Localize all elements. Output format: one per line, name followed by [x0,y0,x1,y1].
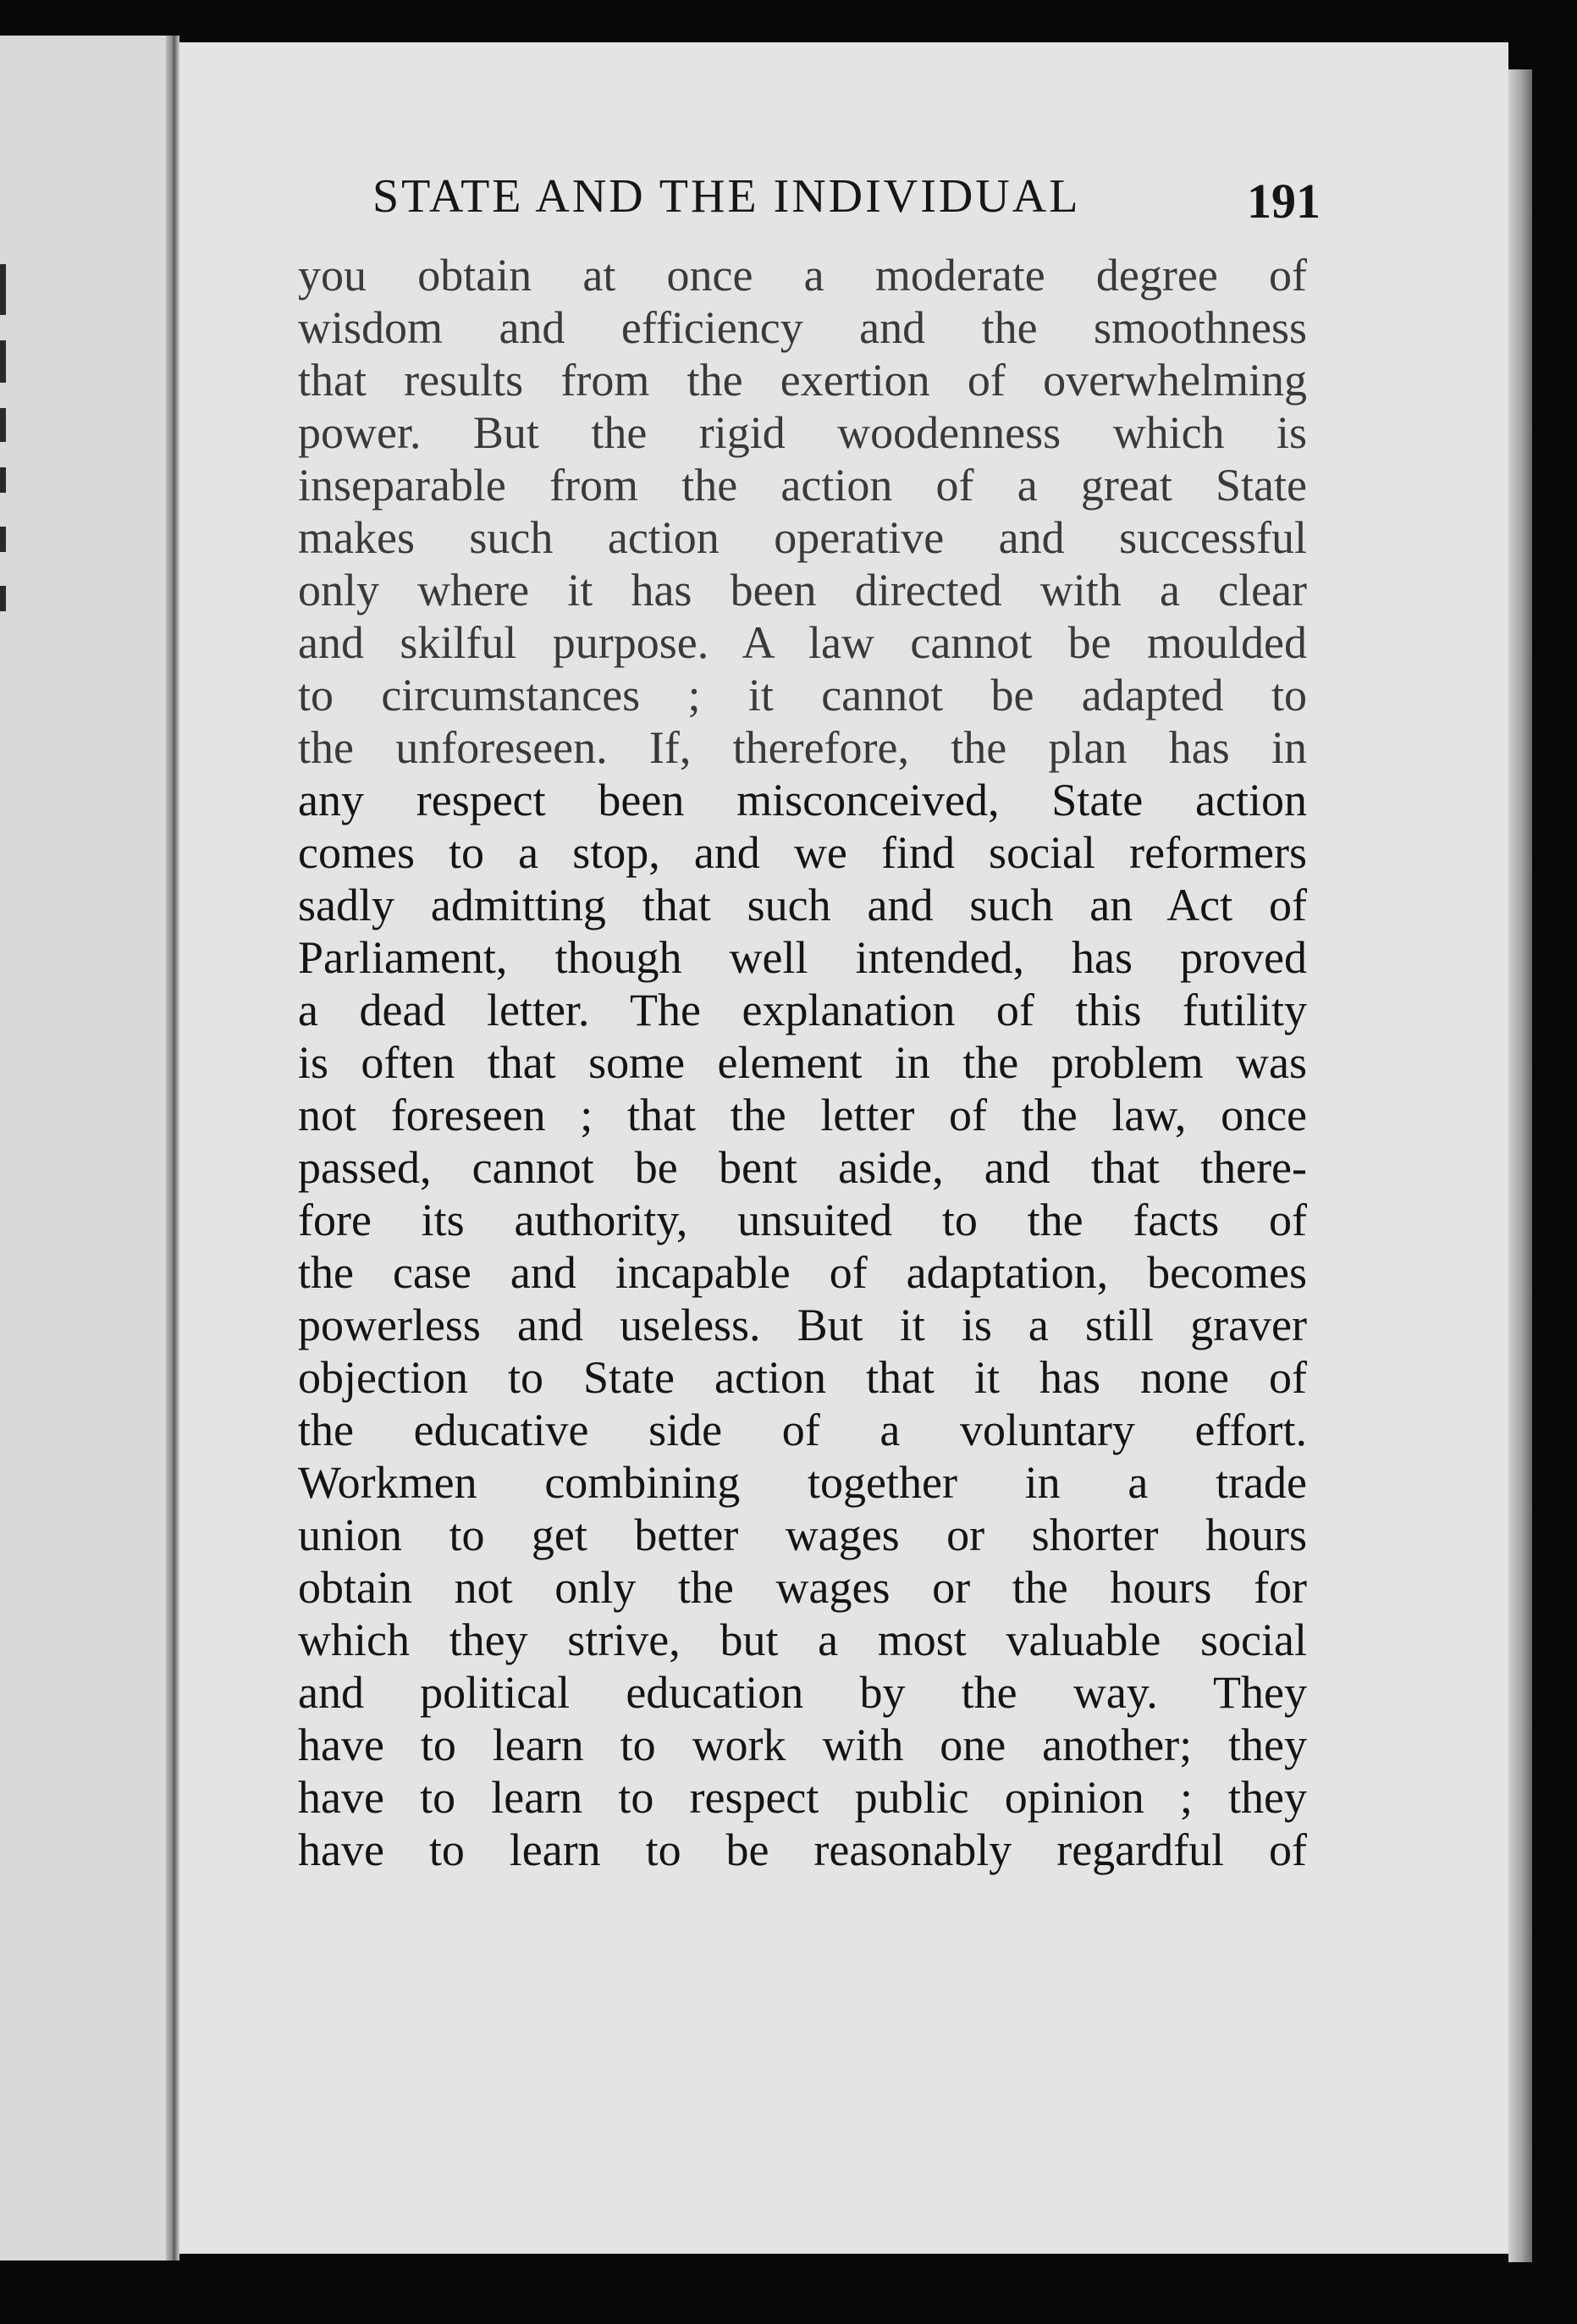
text-line: passed, cannot be bent aside, and that there- [298,1142,1307,1193]
text-line: obtain not only the wages or the hours for [298,1562,1307,1613]
text-line: comes to a stop, and we find social reformers [298,827,1307,878]
text-line: only where it has been directed with a clear [298,565,1307,616]
text-line: is often that some element in the problem was [298,1037,1307,1088]
book-gutter [166,36,179,2261]
previous-page-text-fragment [0,467,6,493]
text-line: makes such action operative and successful [298,512,1307,563]
text-line: wisdom and efficiency and the smoothness [298,302,1307,353]
running-head [372,169,1321,229]
previous-page-text-fragment [0,264,6,315]
text-line: objection to State action that it has none of [298,1352,1307,1403]
text-line: powerless and useless. But it is a still graver [298,1300,1307,1350]
previous-page-text-fragment [0,408,6,442]
previous-page-edge [0,36,179,2261]
text-line: the educative side of a voluntary effort. [298,1405,1307,1455]
text-line: power. But the rigid woodenness which is [298,407,1307,458]
text-line: to circumstances ; it cannot be adapted to [298,670,1307,720]
text-line: Workmen combining together in a trade [298,1457,1307,1508]
text-line: any respect been misconceived, State action [298,775,1307,825]
text-line: and skilful purpose. A law cannot be moulded [298,617,1307,668]
text-line: sadly admitting that such and such an Act of [298,880,1307,930]
text-line: that results from the exertion of overwhelming [298,355,1307,406]
text-line: Parliament, though well intended, has proved [298,932,1307,983]
text-line: have to learn to be reasonably regardful of [298,1824,1307,1875]
text-line: fore its authority, unsuited to the facts of [298,1195,1307,1245]
text-line: not foreseen ; that the letter of the law, once [298,1090,1307,1140]
text-line: a dead letter. The explanation of this futility [298,985,1307,1035]
text-line: the case and incapable of adaptation, becomes [298,1247,1307,1298]
previous-page-text-fragment [0,586,6,611]
page-fore-edge [1508,69,1532,2262]
running-title: STATE AND THE INDIVIDUAL [372,170,1081,223]
text-line: have to learn to respect public opinion ; they [298,1772,1307,1823]
body-text [298,249,1307,1876]
page-number: 191 [1247,174,1321,229]
text-line: you obtain at once a moderate degree of [298,250,1307,301]
previous-page-text-fragment [0,527,6,552]
text-line: union to get better wages or shorter hours [298,1510,1307,1560]
text-line: inseparable from the action of a great State [298,460,1307,511]
text-line: have to learn to work with one another; they [298,1720,1307,1770]
text-line: and political education by the way. They [298,1667,1307,1718]
text-line: the unforeseen. If, therefore, the plan has in [298,722,1307,773]
text-line: which they strive, but a most valuable social [298,1615,1307,1665]
previous-page-text-fragment [0,340,6,383]
